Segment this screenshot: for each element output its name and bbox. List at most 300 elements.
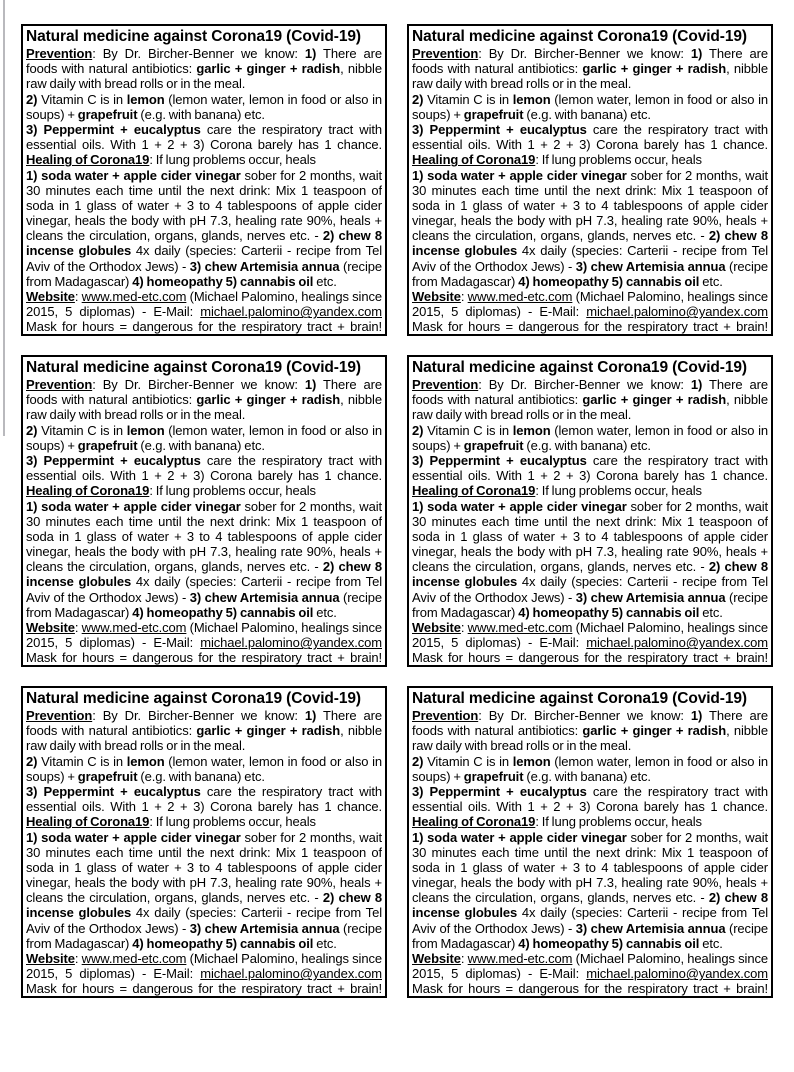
text-segment: 4) homeopathy 5) cannabis oil bbox=[132, 604, 314, 620]
text-segment: 3) chew Artemisia annua bbox=[189, 920, 340, 936]
text-segment: incense globules bbox=[412, 905, 518, 921]
text-segment: Prevention bbox=[26, 377, 93, 392]
text-segment: Aviv of the Orthodox Jews) - bbox=[26, 920, 190, 936]
text-segment: lemon bbox=[126, 753, 165, 769]
text-line bbox=[412, 499, 768, 514]
text-segment: (Michael Palomino, healings since bbox=[572, 289, 768, 304]
text-segment: from Madagascar) bbox=[412, 273, 519, 289]
text-segment: 4) homeopathy 5) cannabis oil bbox=[518, 273, 700, 289]
email-link[interactable]: michael.palomino@yandex.com bbox=[586, 966, 768, 982]
text-line bbox=[412, 107, 768, 122]
text-segment: Healing of Corona19 bbox=[26, 814, 150, 830]
text-segment: , nibble bbox=[340, 61, 382, 77]
text-line bbox=[412, 243, 768, 258]
text-line bbox=[26, 738, 382, 753]
text-segment: 1) soda water + apple cider vinegar bbox=[412, 829, 627, 845]
website-link[interactable]: www.med-etc.com bbox=[467, 620, 573, 635]
text-segment: Healing of Corona19 bbox=[26, 483, 150, 499]
text-segment: 2) bbox=[26, 753, 38, 769]
text-segment: 2) chew 8 bbox=[708, 890, 768, 906]
text-line bbox=[26, 407, 382, 422]
text-segment: sober for 2 months, wait bbox=[626, 829, 768, 845]
text-segment: (e.g. with banana) etc. bbox=[523, 768, 651, 784]
text-segment: 2015, 5 diplomas) - E-Mail: bbox=[26, 304, 201, 320]
text-segment: Mask for hours = dangerous for the respiratory tract + brain! bbox=[26, 319, 382, 335]
text-segment: foods with natural antibiotics: bbox=[412, 61, 583, 77]
text-line bbox=[412, 845, 768, 860]
text-segment: : By Dr. Bircher-Benner we know: bbox=[478, 708, 691, 723]
text-segment: Aviv of the Orthodox Jews) - bbox=[412, 920, 576, 936]
text-segment: Website bbox=[26, 951, 75, 966]
page-edge-rule bbox=[3, 0, 5, 436]
text-segment: soda in 1 glass of water + 3 to 4 tablespoons of apple cider bbox=[26, 528, 382, 544]
text-segment: Aviv of the Orthodox Jews) - bbox=[26, 589, 190, 605]
text-line bbox=[412, 122, 768, 137]
text-line bbox=[26, 499, 382, 514]
text-segment: There are bbox=[316, 708, 382, 723]
text-segment: There are bbox=[316, 377, 382, 392]
text-segment: soups) + bbox=[412, 768, 464, 784]
text-line bbox=[26, 92, 382, 107]
text-line bbox=[26, 544, 382, 559]
text-segment: lemon bbox=[126, 422, 165, 438]
text-segment: (Michael Palomino, healings since bbox=[572, 620, 768, 635]
text-segment: (e.g. with banana) etc. bbox=[523, 106, 651, 122]
text-segment: 3) chew Artemisia annua bbox=[189, 589, 340, 605]
text-segment: incense globules bbox=[26, 243, 132, 259]
text-segment: soda in 1 glass of water + 3 to 4 tablespoons of apple cider bbox=[412, 528, 768, 544]
text-line bbox=[412, 61, 768, 76]
text-line bbox=[412, 274, 768, 289]
card-title: Natural medicine against Corona19 (Covid-19) bbox=[26, 28, 361, 45]
text-segment: incense globules bbox=[26, 574, 132, 590]
text-segment: (lemon water, lemon in food or also in bbox=[164, 91, 382, 107]
text-segment: 2) bbox=[412, 91, 424, 107]
text-segment: 3) chew Artemisia annua bbox=[189, 258, 340, 274]
text-segment: soups) + bbox=[412, 106, 464, 122]
text-line bbox=[412, 738, 768, 753]
text-segment: sober for 2 months, wait bbox=[626, 498, 768, 514]
text-segment: cleans the circulation, organs, glands, nerves etc. - bbox=[412, 890, 709, 906]
text-segment: grapefruit bbox=[463, 106, 524, 122]
text-segment: (e.g. with banana) etc. bbox=[523, 437, 651, 453]
website-link[interactable]: www.med-etc.com bbox=[81, 289, 187, 304]
text-segment: raw daily with bread rolls or in the meal. bbox=[412, 738, 632, 754]
text-line bbox=[412, 198, 768, 213]
text-segment: 4x daily (species: Carterii - recipe from Tel bbox=[131, 243, 382, 259]
text-segment: essential oils. With 1 + 2 + 3) Corona barely has 1 chance. bbox=[412, 799, 768, 815]
text-segment: Vitamin C is in bbox=[37, 422, 127, 438]
website-link[interactable]: www.med-etc.com bbox=[467, 289, 573, 304]
text-segment: : If lung problems occur, heals bbox=[535, 814, 702, 830]
text-segment: 3) Peppermint + eucalyptus bbox=[412, 783, 587, 799]
text-line bbox=[26, 46, 382, 61]
text-segment: from Madagascar) bbox=[412, 604, 519, 620]
text-segment: care the respiratory tract with bbox=[200, 452, 382, 468]
text-line bbox=[26, 905, 382, 920]
text-segment: sober for 2 months, wait bbox=[626, 167, 768, 183]
text-segment: etc. bbox=[313, 935, 337, 951]
text-line bbox=[412, 875, 768, 890]
text-line bbox=[26, 830, 382, 845]
text-line bbox=[26, 754, 382, 769]
text-segment: vinegar, heals the body with pH 7.3, healing rate 90%, heals + bbox=[412, 875, 768, 891]
text-segment: 4x daily (species: Carterii - recipe from Tel bbox=[131, 905, 382, 921]
text-line bbox=[26, 228, 382, 243]
text-line bbox=[412, 620, 768, 635]
text-line bbox=[26, 650, 382, 665]
text-segment: essential oils. With 1 + 2 + 3) Corona barely has 1 chance. bbox=[26, 799, 382, 815]
text-line bbox=[412, 453, 768, 468]
text-segment: Aviv of the Orthodox Jews) - bbox=[412, 589, 576, 605]
text-line bbox=[412, 438, 768, 453]
text-segment: (Michael Palomino, healings since bbox=[186, 289, 382, 304]
text-segment: garlic + ginger + radish bbox=[196, 392, 341, 408]
text-segment: 1) bbox=[304, 377, 317, 392]
text-segment: 2) chew 8 bbox=[322, 228, 382, 244]
text-line bbox=[26, 319, 382, 334]
text-segment: Website bbox=[412, 951, 461, 966]
text-segment: garlic + ginger + radish bbox=[582, 392, 727, 408]
text-segment: foods with natural antibiotics: bbox=[26, 723, 197, 739]
text-segment: 4) homeopathy 5) cannabis oil bbox=[132, 273, 314, 289]
text-segment: 3) chew Artemisia annua bbox=[575, 920, 726, 936]
text-segment: raw daily with bread rolls or in the meal. bbox=[26, 76, 246, 92]
text-line bbox=[26, 274, 382, 289]
text-segment: etc. bbox=[699, 935, 723, 951]
email-link[interactable]: michael.palomino@yandex.com bbox=[200, 304, 382, 320]
text-segment: : bbox=[460, 620, 468, 635]
text-line bbox=[26, 845, 382, 860]
text-segment: 2) bbox=[412, 422, 424, 438]
text-segment: : By Dr. Bircher-Benner we know: bbox=[92, 377, 305, 392]
flyer-card bbox=[407, 686, 773, 998]
text-segment: 3) Peppermint + eucalyptus bbox=[412, 452, 587, 468]
text-segment: : bbox=[74, 951, 82, 966]
text-line bbox=[412, 407, 768, 422]
text-line bbox=[26, 529, 382, 544]
text-segment: from Madagascar) bbox=[26, 604, 133, 620]
text-line bbox=[412, 152, 768, 167]
text-segment: 2015, 5 diplomas) - E-Mail: bbox=[26, 966, 201, 982]
text-segment: 30 minutes each time until the next drink: Mix 1 teaspoon of bbox=[26, 513, 382, 529]
text-segment: 3) chew Artemisia annua bbox=[575, 258, 726, 274]
text-segment: , nibble bbox=[340, 392, 382, 408]
text-segment: Prevention bbox=[412, 708, 479, 723]
text-line bbox=[412, 228, 768, 243]
text-line bbox=[26, 483, 382, 498]
email-link[interactable]: michael.palomino@yandex.com bbox=[586, 304, 768, 320]
text-segment: vinegar, heals the body with pH 7.3, healing rate 90%, heals + bbox=[412, 213, 768, 229]
text-segment: 30 minutes each time until the next drink: Mix 1 teaspoon of bbox=[26, 182, 382, 198]
text-segment: from Madagascar) bbox=[412, 935, 519, 951]
text-segment: care the respiratory tract with bbox=[586, 121, 768, 137]
text-segment: There are bbox=[702, 46, 768, 61]
text-segment: cleans the circulation, organs, glands, nerves etc. - bbox=[412, 559, 709, 575]
text-segment: foods with natural antibiotics: bbox=[26, 392, 197, 408]
text-line bbox=[412, 769, 768, 784]
email-link[interactable]: michael.palomino@yandex.com bbox=[200, 635, 382, 651]
text-segment: Vitamin C is in bbox=[423, 753, 513, 769]
text-line bbox=[26, 936, 382, 951]
text-segment: 3) Peppermint + eucalyptus bbox=[26, 452, 201, 468]
text-line bbox=[26, 198, 382, 213]
text-segment: : By Dr. Bircher-Benner we know: bbox=[92, 46, 305, 61]
text-line bbox=[26, 860, 382, 875]
text-segment: (lemon water, lemon in food or also in bbox=[550, 91, 768, 107]
text-line bbox=[412, 304, 768, 319]
text-line bbox=[26, 514, 382, 529]
text-segment: 2) bbox=[412, 753, 424, 769]
text-line bbox=[412, 319, 768, 334]
text-line bbox=[412, 168, 768, 183]
text-segment: (Michael Palomino, healings since bbox=[186, 951, 382, 966]
text-segment: foods with natural antibiotics: bbox=[26, 61, 197, 77]
text-segment: incense globules bbox=[26, 905, 132, 921]
text-segment: 30 minutes each time until the next drink: Mix 1 teaspoon of bbox=[412, 182, 768, 198]
website-link[interactable]: www.med-etc.com bbox=[81, 951, 187, 966]
text-segment: 4x daily (species: Carterii - recipe from Tel bbox=[517, 905, 768, 921]
text-segment: Mask for hours = dangerous for the respiratory tract + brain! bbox=[412, 650, 768, 666]
text-segment: Prevention bbox=[412, 377, 479, 392]
text-line bbox=[412, 905, 768, 920]
text-segment: care the respiratory tract with bbox=[200, 121, 382, 137]
text-segment: lemon bbox=[512, 91, 551, 107]
text-line bbox=[26, 152, 382, 167]
text-line bbox=[412, 650, 768, 665]
text-segment: (recipe bbox=[339, 258, 382, 274]
text-segment: Healing of Corona19 bbox=[412, 152, 536, 168]
website-link[interactable]: www.med-etc.com bbox=[467, 951, 573, 966]
text-segment: 3) Peppermint + eucalyptus bbox=[412, 121, 587, 137]
text-line bbox=[412, 590, 768, 605]
text-line bbox=[412, 605, 768, 620]
text-segment: , nibble bbox=[340, 723, 382, 739]
text-line bbox=[412, 635, 768, 650]
text-segment: lemon bbox=[512, 753, 551, 769]
text-segment: : By Dr. Bircher-Benner we know: bbox=[478, 377, 691, 392]
text-segment: garlic + ginger + radish bbox=[582, 61, 727, 77]
text-segment: (lemon water, lemon in food or also in bbox=[550, 753, 768, 769]
text-segment: grapefruit bbox=[463, 768, 524, 784]
text-line bbox=[412, 708, 768, 723]
text-segment: grapefruit bbox=[77, 437, 138, 453]
website-link[interactable]: www.med-etc.com bbox=[81, 620, 187, 635]
text-segment: vinegar, heals the body with pH 7.3, healing rate 90%, heals + bbox=[412, 544, 768, 560]
text-segment: (recipe bbox=[725, 258, 768, 274]
text-segment: essential oils. With 1 + 2 + 3) Corona barely has 1 chance. bbox=[26, 137, 382, 153]
text-segment: soda in 1 glass of water + 3 to 4 tablespoons of apple cider bbox=[412, 859, 768, 875]
text-segment: There are bbox=[316, 46, 382, 61]
text-line bbox=[26, 137, 382, 152]
email-link[interactable]: michael.palomino@yandex.com bbox=[200, 966, 382, 982]
text-segment: : If lung problems occur, heals bbox=[149, 814, 316, 830]
text-line bbox=[412, 544, 768, 559]
text-segment: 4) homeopathy 5) cannabis oil bbox=[132, 935, 314, 951]
text-segment: garlic + ginger + radish bbox=[196, 723, 341, 739]
text-segment: Healing of Corona19 bbox=[26, 152, 150, 168]
text-segment: 1) bbox=[690, 708, 703, 723]
text-segment: There are bbox=[702, 377, 768, 392]
text-segment: Website bbox=[26, 620, 75, 635]
text-line bbox=[26, 951, 382, 966]
text-segment: 1) bbox=[690, 46, 703, 61]
text-line bbox=[412, 860, 768, 875]
text-segment: (e.g. with banana) etc. bbox=[137, 437, 265, 453]
email-link[interactable]: michael.palomino@yandex.com bbox=[586, 635, 768, 651]
text-segment: essential oils. With 1 + 2 + 3) Corona barely has 1 chance. bbox=[26, 468, 382, 484]
text-segment: incense globules bbox=[412, 574, 518, 590]
text-line bbox=[412, 723, 768, 738]
text-line bbox=[26, 769, 382, 784]
text-segment: Aviv of the Orthodox Jews) - bbox=[26, 258, 190, 274]
text-line bbox=[26, 243, 382, 258]
text-segment: 4x daily (species: Carterii - recipe from Tel bbox=[517, 243, 768, 259]
text-line bbox=[26, 890, 382, 905]
text-segment: raw daily with bread rolls or in the meal. bbox=[412, 407, 632, 423]
text-line bbox=[412, 936, 768, 951]
text-segment: (e.g. with banana) etc. bbox=[137, 768, 265, 784]
text-segment: grapefruit bbox=[77, 106, 138, 122]
text-segment: Mask for hours = dangerous for the respiratory tract + brain! bbox=[412, 319, 768, 335]
text-segment: Healing of Corona19 bbox=[412, 814, 536, 830]
text-line bbox=[26, 183, 382, 198]
text-segment: Aviv of the Orthodox Jews) - bbox=[412, 258, 576, 274]
text-segment: foods with natural antibiotics: bbox=[412, 392, 583, 408]
text-line bbox=[412, 377, 768, 392]
text-segment: There are bbox=[702, 708, 768, 723]
text-segment: 1) soda water + apple cider vinegar bbox=[26, 498, 241, 514]
text-line bbox=[412, 92, 768, 107]
text-segment: from Madagascar) bbox=[26, 935, 133, 951]
flyer-card bbox=[21, 355, 387, 667]
text-line bbox=[412, 754, 768, 769]
text-segment: etc. bbox=[699, 273, 723, 289]
text-segment: , nibble bbox=[726, 723, 768, 739]
text-segment: 3) Peppermint + eucalyptus bbox=[26, 783, 201, 799]
text-line bbox=[26, 921, 382, 936]
text-segment: 2) bbox=[26, 91, 38, 107]
text-line bbox=[26, 784, 382, 799]
text-line bbox=[26, 708, 382, 723]
text-line bbox=[26, 107, 382, 122]
text-segment: Vitamin C is in bbox=[37, 753, 127, 769]
text-segment: (Michael Palomino, healings since bbox=[572, 951, 768, 966]
flyer-card bbox=[21, 686, 387, 998]
text-line bbox=[412, 981, 768, 996]
text-segment: : bbox=[74, 620, 82, 635]
text-segment: : bbox=[460, 289, 468, 304]
text-segment: , nibble bbox=[726, 61, 768, 77]
text-line bbox=[26, 574, 382, 589]
text-segment: care the respiratory tract with bbox=[586, 452, 768, 468]
text-line bbox=[412, 514, 768, 529]
text-segment: (e.g. with banana) etc. bbox=[137, 106, 265, 122]
text-segment: grapefruit bbox=[463, 437, 524, 453]
text-segment: : If lung problems occur, heals bbox=[535, 483, 702, 499]
text-line bbox=[412, 574, 768, 589]
text-line bbox=[26, 875, 382, 890]
text-segment: 2) bbox=[26, 422, 38, 438]
text-line bbox=[26, 438, 382, 453]
text-segment: soups) + bbox=[26, 106, 78, 122]
text-segment: 30 minutes each time until the next drink: Mix 1 teaspoon of bbox=[412, 844, 768, 860]
text-line bbox=[26, 635, 382, 650]
card-title: Natural medicine against Corona19 (Covid-19) bbox=[26, 359, 361, 376]
text-line bbox=[26, 559, 382, 574]
text-segment: garlic + ginger + radish bbox=[196, 61, 341, 77]
text-segment: 4x daily (species: Carterii - recipe from Tel bbox=[131, 574, 382, 590]
text-line bbox=[26, 168, 382, 183]
text-segment: 2) chew 8 bbox=[322, 559, 382, 575]
text-segment: soups) + bbox=[26, 437, 78, 453]
card-title: Natural medicine against Corona19 (Covid-19) bbox=[412, 359, 747, 376]
text-segment: Website bbox=[412, 620, 461, 635]
text-segment: soups) + bbox=[412, 437, 464, 453]
text-segment: : bbox=[460, 951, 468, 966]
text-segment: 1) bbox=[690, 377, 703, 392]
text-line bbox=[412, 559, 768, 574]
text-segment: cleans the circulation, organs, glands, nerves etc. - bbox=[26, 228, 323, 244]
text-line bbox=[412, 392, 768, 407]
text-segment: : If lung problems occur, heals bbox=[149, 483, 316, 499]
text-line bbox=[412, 951, 768, 966]
text-segment: Vitamin C is in bbox=[37, 91, 127, 107]
text-line bbox=[412, 289, 768, 304]
text-line bbox=[412, 966, 768, 981]
text-segment: Vitamin C is in bbox=[423, 91, 513, 107]
text-segment: from Madagascar) bbox=[26, 273, 133, 289]
text-line bbox=[412, 76, 768, 91]
text-segment: 1) soda water + apple cider vinegar bbox=[26, 167, 241, 183]
text-segment: 4) homeopathy 5) cannabis oil bbox=[518, 935, 700, 951]
text-segment: Mask for hours = dangerous for the respiratory tract + brain! bbox=[26, 981, 382, 997]
text-line bbox=[412, 921, 768, 936]
text-segment: cleans the circulation, organs, glands, nerves etc. - bbox=[412, 228, 709, 244]
text-line bbox=[26, 423, 382, 438]
text-segment: Prevention bbox=[26, 46, 93, 61]
text-segment: garlic + ginger + radish bbox=[582, 723, 727, 739]
text-line bbox=[26, 61, 382, 76]
text-line bbox=[26, 799, 382, 814]
text-segment: 3) chew Artemisia annua bbox=[575, 589, 726, 605]
text-segment: (lemon water, lemon in food or also in bbox=[550, 422, 768, 438]
text-segment: 2015, 5 diplomas) - E-Mail: bbox=[26, 635, 201, 651]
text-segment: lemon bbox=[512, 422, 551, 438]
text-segment: cleans the circulation, organs, glands, nerves etc. - bbox=[26, 890, 323, 906]
text-segment: essential oils. With 1 + 2 + 3) Corona barely has 1 chance. bbox=[412, 137, 768, 153]
text-segment: incense globules bbox=[412, 243, 518, 259]
card-title: Natural medicine against Corona19 (Covid-19) bbox=[412, 690, 747, 707]
text-line bbox=[26, 213, 382, 228]
text-segment: (lemon water, lemon in food or also in bbox=[164, 422, 382, 438]
text-segment: vinegar, heals the body with pH 7.3, healing rate 90%, heals + bbox=[26, 213, 382, 229]
text-segment: Mask for hours = dangerous for the respiratory tract + brain! bbox=[412, 981, 768, 997]
text-line bbox=[412, 423, 768, 438]
text-segment: sober for 2 months, wait bbox=[240, 829, 382, 845]
card-title: Natural medicine against Corona19 (Covid-19) bbox=[26, 690, 361, 707]
text-line bbox=[26, 392, 382, 407]
text-segment: 2015, 5 diplomas) - E-Mail: bbox=[412, 966, 587, 982]
text-segment: 2015, 5 diplomas) - E-Mail: bbox=[412, 635, 587, 651]
text-line bbox=[412, 468, 768, 483]
text-line bbox=[26, 590, 382, 605]
text-segment: : By Dr. Bircher-Benner we know: bbox=[478, 46, 691, 61]
text-segment: soda in 1 glass of water + 3 to 4 tablespoons of apple cider bbox=[412, 197, 768, 213]
text-segment: grapefruit bbox=[77, 768, 138, 784]
text-segment: 30 minutes each time until the next drink: Mix 1 teaspoon of bbox=[26, 844, 382, 860]
text-segment: Mask for hours = dangerous for the respiratory tract + brain! bbox=[26, 650, 382, 666]
